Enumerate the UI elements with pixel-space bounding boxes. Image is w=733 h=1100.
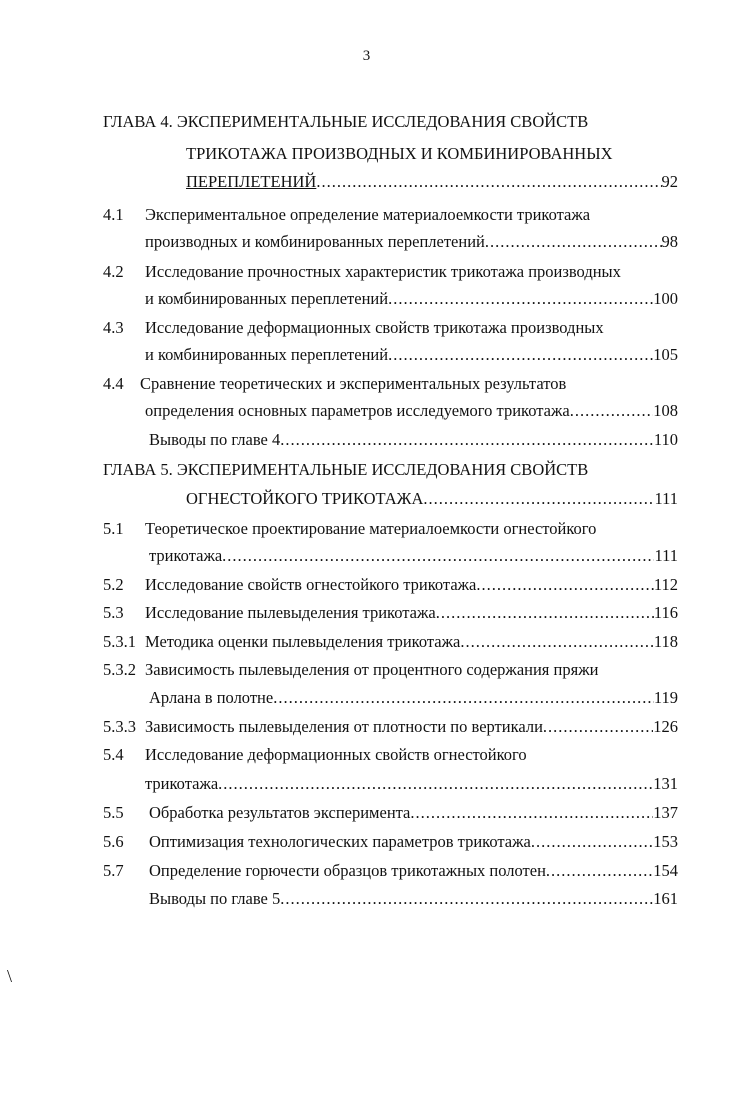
chapter-4-title-line-3 xyxy=(186,172,678,192)
leader-dots xyxy=(460,632,654,652)
section-number: 5.3.2 xyxy=(103,660,136,679)
chapter-5-page: 111 xyxy=(654,489,678,508)
section-number: 5.3.1 xyxy=(103,632,136,651)
section-title-text: трикотажа xyxy=(149,546,223,565)
section-title-text: Исследование пылевыделения трикотажа xyxy=(145,603,436,622)
section-page: 112 xyxy=(653,575,678,594)
section-page: 119 xyxy=(653,688,678,707)
leader-dots xyxy=(273,688,654,708)
chapter-4-title-text: ПЕРЕПЛЕТЕНИЙ xyxy=(186,172,317,191)
section-title-text: и комбинированных переплетений xyxy=(145,289,389,308)
section-number: 5.3 xyxy=(103,603,124,622)
section-page: 111 xyxy=(654,546,678,565)
section-page: 100 xyxy=(653,289,678,308)
chapter-5-title-line-2 xyxy=(186,489,678,509)
section-title-text: производных и комбинированных переплетений xyxy=(145,232,485,251)
section-title-line-1: Теоретическое проектирование материалоемкости огнестойкого xyxy=(145,519,597,538)
conclusions-page: 161 xyxy=(653,889,678,908)
section-title-line-2 xyxy=(145,232,678,252)
section-page: 105 xyxy=(653,345,678,364)
leader-dots xyxy=(570,401,654,421)
section-title-line xyxy=(145,603,678,623)
section-title-line-1: Исследование деформационных свойств трикотажа производных xyxy=(145,318,604,337)
chapter-4-page: 92 xyxy=(661,172,678,191)
section-title-line xyxy=(145,632,678,652)
conclusions-page: 110 xyxy=(653,430,678,449)
section-title-line xyxy=(149,832,678,852)
section-title-line-1: Исследование прочностных характеристик трикотажа производных xyxy=(145,262,621,281)
section-page: 153 xyxy=(653,832,678,851)
chapter-5-title-text: ОГНЕСТОЙКОГО ТРИКОТАЖА xyxy=(186,489,424,508)
section-page: 131 xyxy=(653,774,678,793)
section-title-line-1: Зависимость пылевыделения от процентного содержания пряжи xyxy=(145,660,599,679)
section-number: 4.4 xyxy=(103,374,124,393)
section-page: 137 xyxy=(653,803,678,822)
section-title-text: трикотажа xyxy=(145,774,219,793)
toc-item-conclusions-4[interactable] xyxy=(149,430,678,450)
section-number: 5.7 xyxy=(103,861,124,880)
leader-dots xyxy=(280,430,654,450)
section-title-line-2 xyxy=(145,345,678,365)
page-number: 3 xyxy=(362,48,371,64)
section-title-line xyxy=(149,803,678,823)
section-number: 5.6 xyxy=(103,832,124,851)
leader-dots xyxy=(388,289,653,309)
leader-dots xyxy=(280,889,653,909)
toc-item-conclusions-5[interactable] xyxy=(149,889,678,909)
leader-dots xyxy=(476,575,653,595)
section-page: 98 xyxy=(661,232,678,251)
section-title-line-2 xyxy=(149,688,678,708)
leader-dots xyxy=(485,232,662,252)
leader-dots xyxy=(316,172,661,192)
leader-dots xyxy=(531,832,653,852)
leader-dots xyxy=(436,603,654,623)
section-title-line-1: Сравнение теоретических и экспериментальных результатов xyxy=(140,374,567,393)
section-title-line-2 xyxy=(149,546,678,566)
section-title-line-2 xyxy=(145,774,678,794)
section-page: 126 xyxy=(653,717,678,736)
section-title-text: Методика оценки пылевыделения трикотажа xyxy=(145,632,461,651)
conclusions-title: Выводы по главе 4 xyxy=(149,430,281,449)
leader-dots xyxy=(546,861,653,881)
section-page: 108 xyxy=(653,401,678,420)
section-title-text: Зависимость пылевыделения от плотности по вертикали xyxy=(145,717,543,736)
section-title-line xyxy=(145,575,678,595)
chapter-5-title-line-1: ГЛАВА 5. ЭКСПЕРИМЕНТАЛЬНЫЕ ИССЛЕДОВАНИЯ СВОЙСТВ xyxy=(103,460,589,479)
section-title-text: Исследование свойств огнестойкого трикотажа xyxy=(145,575,477,594)
section-title-line-1: Исследование деформационных свойств огнестойкого xyxy=(145,745,527,764)
chapter-4-title-line-2: ТРИКОТАЖА ПРОИЗВОДНЫХ И КОМБИНИРОВАННЫХ xyxy=(186,144,613,163)
section-title-text: и комбинированных переплетений xyxy=(145,345,389,364)
section-title-line-2 xyxy=(145,401,678,421)
section-page: 118 xyxy=(653,632,678,651)
section-title-text: Обработка результатов эксперимента xyxy=(149,803,411,822)
section-number: 5.1 xyxy=(103,519,124,538)
section-page: 116 xyxy=(653,603,678,622)
leader-dots xyxy=(410,803,653,823)
section-title-line-2 xyxy=(145,289,678,309)
chapter-4-title-line-1: ГЛАВА 4. ЭКСПЕРИМЕНТАЛЬНЫЕ ИССЛЕДОВАНИЯ СВОЙСТВ xyxy=(103,112,589,131)
leader-dots xyxy=(388,345,653,365)
section-number: 4.1 xyxy=(103,205,124,224)
conclusions-title: Выводы по главе 5 xyxy=(149,889,281,908)
leader-dots xyxy=(218,774,653,794)
section-title-line-1: Экспериментальное определение материалоемкости трикотажа xyxy=(145,205,591,224)
section-title-line xyxy=(149,861,678,881)
section-number: 5.5 xyxy=(103,803,124,822)
section-title-text: Определение горючести образцов трикотажных полотен xyxy=(149,861,546,880)
section-number: 4.2 xyxy=(103,262,124,281)
section-number: 5.2 xyxy=(103,575,124,594)
section-number: 5.4 xyxy=(103,745,124,764)
section-number: 4.3 xyxy=(103,318,124,337)
leader-dots xyxy=(222,546,654,566)
section-title-text: Оптимизация технологических параметров трикотажа xyxy=(149,832,531,851)
section-title-text: Арлана в полотне xyxy=(149,688,274,707)
section-title-line xyxy=(145,717,678,737)
section-title-text: определения основных параметров исследуемого трикотажа xyxy=(145,401,570,420)
leader-dots xyxy=(543,717,653,737)
section-number: 5.3.3 xyxy=(103,717,136,736)
section-page: 154 xyxy=(653,861,678,880)
margin-mark: \ xyxy=(7,966,13,986)
leader-dots xyxy=(423,489,654,509)
